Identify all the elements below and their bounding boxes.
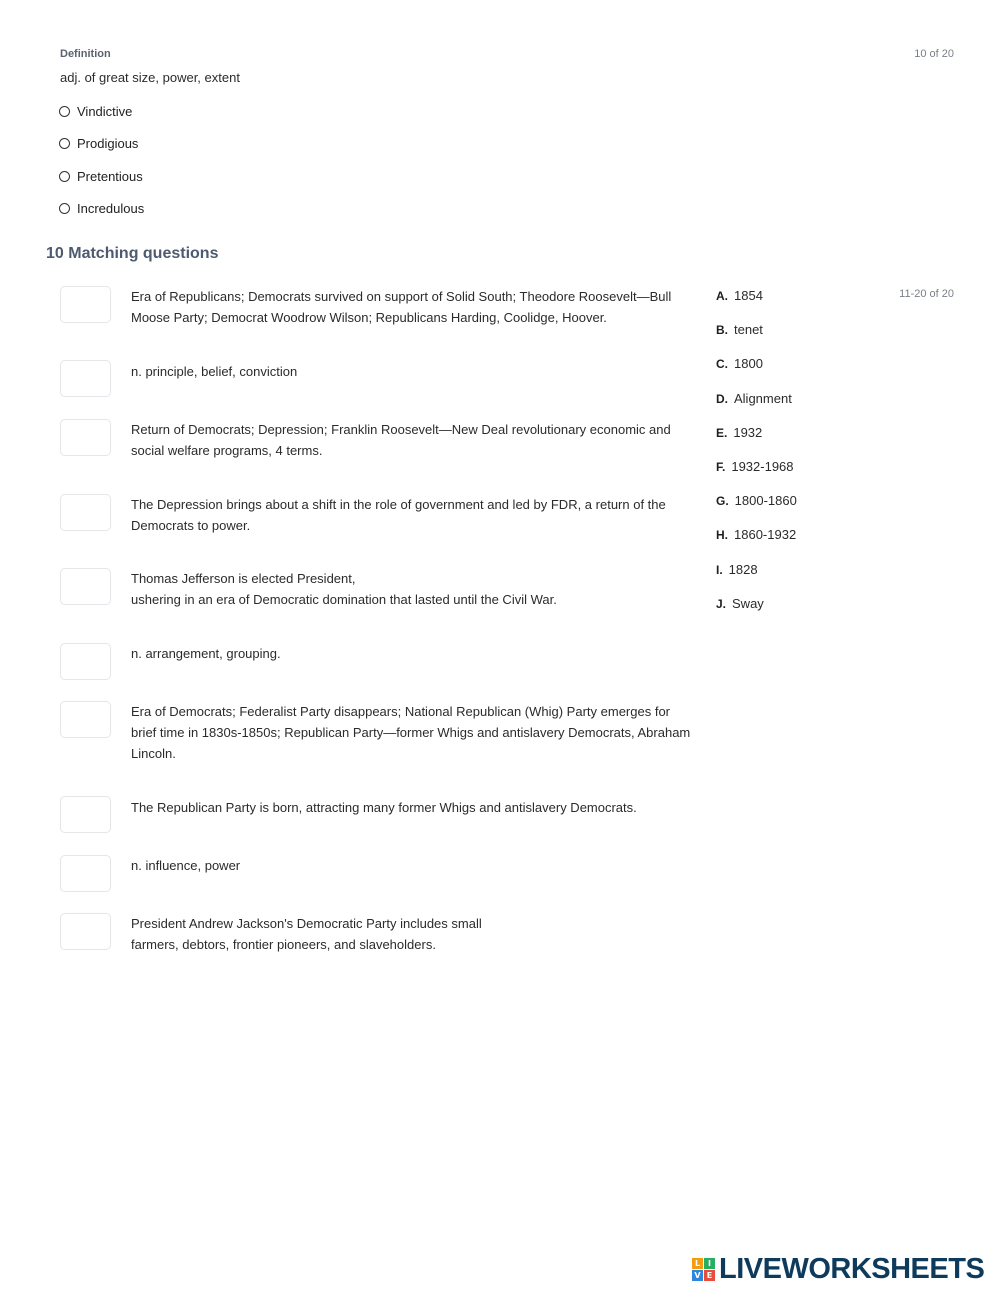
- question-line: Era of Democrats; Federalist Party disappears; National Republican (Whig) Party emerges for: [131, 704, 670, 719]
- answer-input-box[interactable]: [60, 360, 111, 397]
- question-line: Return of Democrats; Depression; Franklin Roosevelt—New Deal revolutionary economic and: [131, 422, 671, 437]
- question-line: Lincoln.: [131, 746, 176, 761]
- answer-choice[interactable]: [716, 596, 764, 611]
- question-text: [131, 855, 696, 876]
- question-line: n. influence, power: [131, 858, 241, 873]
- question-text: [131, 643, 696, 664]
- option-vindictive[interactable]: [59, 101, 132, 121]
- question-text: [131, 494, 696, 536]
- choice-letter: I.: [716, 562, 723, 577]
- answer-input-box[interactable]: [60, 286, 111, 323]
- answer-choice[interactable]: [716, 288, 763, 303]
- choice-letter: J.: [716, 596, 727, 611]
- choice-text: Alignment: [734, 390, 792, 406]
- logo-cell: E: [704, 1270, 715, 1281]
- question-line: brief time in 1830s-1850s; Republican Party—former Whigs and antislavery Democrats, Abraham: [131, 725, 691, 740]
- liveworksheets-logo: [692, 1254, 984, 1284]
- matching-counter: 11-20 of 20: [899, 288, 954, 300]
- radio-button[interactable]: [59, 106, 70, 117]
- answer-input-box[interactable]: [60, 494, 111, 531]
- radio-button[interactable]: [59, 171, 70, 182]
- option-pretentious[interactable]: [59, 166, 143, 186]
- choice-text: 1860-1932: [734, 527, 797, 543]
- logo-mark: [692, 1258, 715, 1281]
- choice-text: 1828: [728, 561, 758, 577]
- question-text: [131, 701, 696, 764]
- question-line: President Andrew Jackson's Democratic Party includes small: [131, 916, 482, 931]
- choice-text: Sway: [732, 595, 764, 611]
- answer-input-box[interactable]: [60, 419, 111, 456]
- choice-letter: C.: [716, 357, 728, 372]
- choice-text: 1800: [734, 356, 763, 372]
- question-text: [131, 568, 696, 610]
- definition-text: adj. of great size, power, extent: [60, 70, 240, 85]
- section-title: 10 Matching questions: [46, 245, 219, 262]
- choice-letter: G.: [716, 494, 729, 509]
- question-text: [131, 797, 696, 818]
- answer-choice[interactable]: [716, 493, 797, 508]
- choice-letter: F.: [716, 460, 726, 474]
- question-line: The Depression brings about a shift in the role of government and led by FDR, a return of the: [131, 497, 666, 512]
- logo-cell: L: [692, 1258, 703, 1269]
- choice-text: 1800-1860: [734, 493, 797, 509]
- answer-choice[interactable]: [716, 322, 763, 337]
- answer-input-box[interactable]: [60, 796, 111, 833]
- choice-letter: H.: [716, 528, 728, 543]
- question-text: [131, 286, 696, 328]
- answer-choice[interactable]: [716, 562, 758, 577]
- answer-input-box[interactable]: [60, 701, 111, 738]
- answer-input-box[interactable]: [60, 568, 111, 605]
- answer-choice[interactable]: [716, 356, 763, 371]
- radio-button[interactable]: [59, 203, 70, 214]
- logo-cell: I: [704, 1258, 715, 1269]
- option-label: Vindictive: [77, 103, 133, 119]
- choice-text: 1932: [733, 424, 763, 440]
- question-counter: 10 of 20: [914, 48, 954, 60]
- logo-text: LIVEWORKSHEETS: [719, 1252, 985, 1285]
- choice-text: tenet: [734, 322, 763, 338]
- choice-text: 1854: [734, 288, 763, 303]
- logo-cell: V: [692, 1270, 703, 1281]
- question-line: n. principle, belief, conviction: [131, 364, 298, 379]
- answer-choice[interactable]: [716, 459, 794, 474]
- question-line: social welfare programs, 4 terms.: [131, 443, 323, 458]
- question-line: The Republican Party is born, attracting many former Whigs and antislavery Democrats.: [131, 800, 637, 815]
- choice-letter: D.: [716, 391, 728, 406]
- question-line: ushering in an era of Democratic domination that lasted until the Civil War.: [131, 592, 557, 607]
- question-text: [131, 913, 696, 955]
- option-prodigious[interactable]: [59, 133, 138, 153]
- question-line: Era of Republicans; Democrats survived on support of Solid South; Theodore Roosevelt—Bull: [131, 289, 672, 304]
- option-label: Pretentious: [77, 168, 143, 184]
- choice-letter: E.: [716, 425, 728, 440]
- question-line: farmers, debtors, frontier pioneers, and slaveholders.: [131, 937, 436, 952]
- answer-choice[interactable]: [716, 527, 796, 542]
- answer-input-box[interactable]: [60, 913, 111, 950]
- answer-input-box[interactable]: [60, 855, 111, 892]
- choice-letter: B.: [716, 323, 728, 338]
- question-line: Moose Party; Democrat Woodrow Wilson; Republicans Harding, Coolidge, Hoover.: [131, 310, 607, 325]
- answer-choice[interactable]: [716, 391, 792, 406]
- option-label: Prodigious: [77, 135, 139, 151]
- question-line: Democrats to power.: [131, 518, 251, 533]
- choice-text: 1932-1968: [731, 459, 794, 474]
- answer-input-box[interactable]: [60, 643, 111, 680]
- option-incredulous[interactable]: [59, 198, 144, 218]
- question-line: Thomas Jefferson is elected President,: [131, 571, 356, 586]
- answer-choice[interactable]: [716, 425, 762, 440]
- question-text: [131, 361, 696, 382]
- question-line: n. arrangement, grouping.: [131, 646, 281, 661]
- option-label: Incredulous: [77, 200, 145, 216]
- choice-letter: A.: [716, 289, 728, 303]
- definition-label: Definition: [60, 48, 111, 60]
- radio-button[interactable]: [59, 138, 70, 149]
- question-text: [131, 419, 696, 461]
